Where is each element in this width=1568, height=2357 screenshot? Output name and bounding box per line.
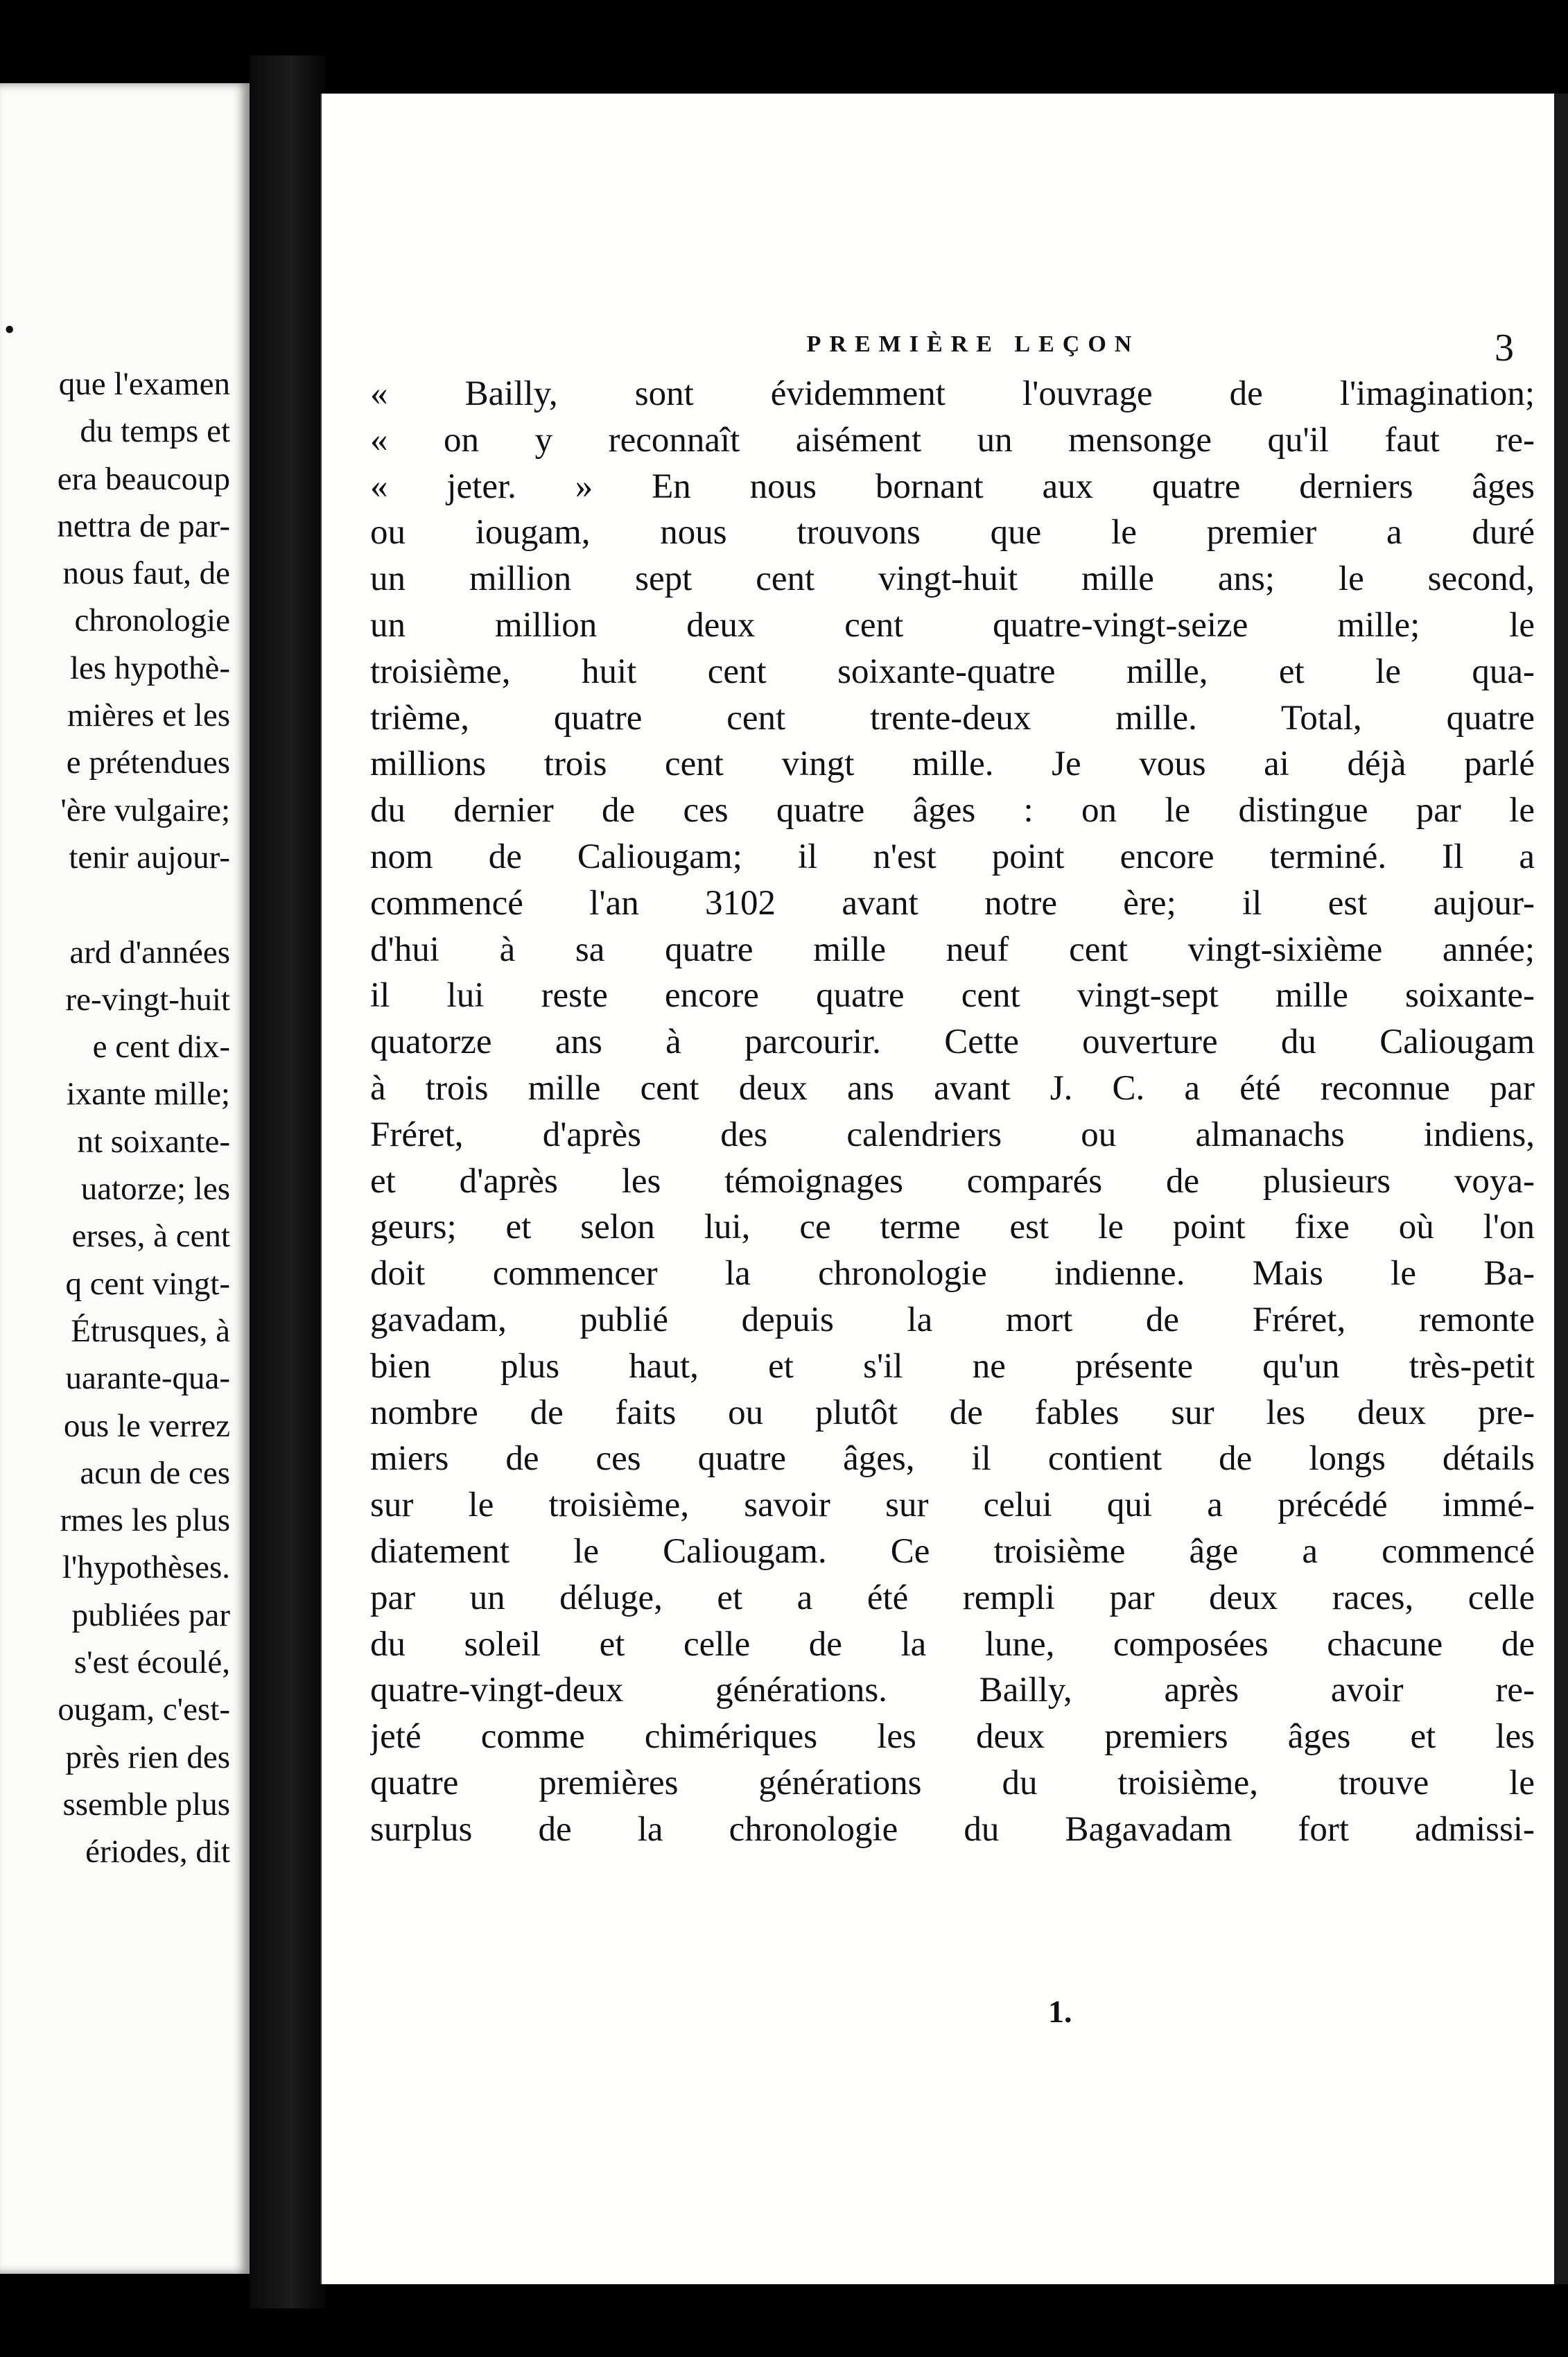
- text-line: par un déluge, et a été rempli par deux races, celle: [370, 1578, 1535, 1617]
- text-line: quatre-vingt-deux générations. Bailly, après avoir re-: [370, 1671, 1535, 1710]
- book-gutter: [250, 55, 326, 2308]
- left-line: Étrusques, à: [71, 1312, 230, 1349]
- text-line: quatorze ans à parcourir. Cette ouverture du Caliougam: [370, 1023, 1535, 1062]
- left-line: 'ère vulgaire;: [60, 792, 230, 828]
- left-line: publiées par: [71, 1597, 230, 1633]
- text-line: commencé l'an 3102 avant notre ère; il est aujour-: [370, 883, 1535, 923]
- left-line: que l'examen: [58, 366, 230, 402]
- left-line: du temps et: [80, 413, 230, 450]
- text-line: du dernier de ces quatre âges : on le distingue par le: [370, 791, 1535, 830]
- text-line: nom de Caliougam; il n'est point encore terminé. Il a: [370, 837, 1535, 876]
- text-line: « on y reconnaît aisément un mensonge qu'il faut re-: [370, 420, 1535, 460]
- text-line: troisième, huit cent soixante-quatre mille, et le qua-: [370, 652, 1535, 691]
- left-line: s'est écoulé,: [73, 1644, 230, 1681]
- left-line: nettra de par-: [57, 507, 230, 544]
- text-line: quatre premières générations du troisième, trouve le: [370, 1763, 1535, 1802]
- text-line: bien plus haut, et s'il ne présente qu'un très-petit: [370, 1346, 1535, 1386]
- text-line: d'hui à sa quatre mille neuf cent vingt-sixième année;: [370, 930, 1535, 969]
- text-line: à trois mille cent deux ans avant J. C. a été reconnue par: [370, 1068, 1535, 1108]
- left-line: ous le verrez: [63, 1407, 230, 1444]
- left-line: erses, à cent: [71, 1218, 230, 1255]
- text-line: du soleil et celle de la lune, composées chacune de: [370, 1624, 1535, 1664]
- left-line: les hypothè-: [69, 650, 230, 686]
- right-page: [320, 94, 1568, 2284]
- page-number: 3: [1495, 327, 1514, 369]
- margin-dot: •: [4, 313, 15, 347]
- left-line: ougam, c'est-: [58, 1691, 230, 1728]
- text-line: Fréret, d'après des calendriers ou almanachs indiens,: [370, 1115, 1535, 1154]
- left-line: acun de ces: [80, 1454, 230, 1491]
- left-line: rmes les plus: [60, 1502, 230, 1539]
- left-line: nous faut, de: [62, 555, 230, 592]
- text-line: un million deux cent quatre-vingt-seize mille; le: [370, 605, 1535, 645]
- left-line: ixante mille;: [66, 1076, 230, 1113]
- text-line: miers de ces quatre âges, il contient de longs détails: [370, 1439, 1535, 1479]
- text-line: nombre de faits ou plutôt de fables sur les deux pre-: [370, 1393, 1535, 1432]
- left-line: uarante-qua-: [65, 1360, 230, 1397]
- left-line: l'hypothèses.: [62, 1549, 230, 1586]
- text-line: « Bailly, sont évidemment l'ouvrage de l'imagination;: [370, 374, 1535, 413]
- left-page-text: [0, 360, 230, 1876]
- left-line: era beaucoup: [57, 460, 230, 497]
- text-line: geurs; et selon lui, ce terme est le point fixe où l'on: [370, 1208, 1535, 1247]
- left-line: près rien des: [65, 1739, 230, 1775]
- left-line: re-vingt-huit: [65, 981, 230, 1018]
- text-line: « jeter. » En nous bornant aux quatre derniers âges: [370, 467, 1535, 506]
- left-line: ard d'années: [69, 934, 230, 971]
- text-line: trième, quatre cent trente-deux mille. Total, quatre: [370, 698, 1535, 738]
- left-line: [0, 881, 230, 928]
- text-line: doit commencer la chronologie indienne. Mais le Ba-: [370, 1254, 1535, 1294]
- left-page: [0, 83, 250, 2274]
- left-line: uatorze; les: [80, 1171, 230, 1208]
- text-line: diatement le Caliougam. Ce troisième âge a commencé: [370, 1531, 1535, 1571]
- text-line: il lui reste encore quatre cent vingt-sept mille soixante-: [370, 976, 1535, 1016]
- left-line: e cent dix-: [92, 1029, 230, 1066]
- left-line: e prétendues: [66, 745, 230, 781]
- left-line: q cent vingt-: [65, 1265, 230, 1302]
- left-line: ssemble plus: [62, 1786, 230, 1823]
- text-line: et d'après les témoignages comparés de plusieurs voya-: [370, 1161, 1535, 1201]
- text-line: gavadam, publié depuis la mort de Fréret, remonte: [370, 1300, 1535, 1339]
- text-line: surplus de la chronologie du Bagavadam fort admissi-: [370, 1809, 1535, 1849]
- left-line: tenir aujour-: [69, 839, 230, 876]
- text-line: sur le troisième, savoir sur celui qui a précédé immé-: [370, 1486, 1535, 1525]
- text-line: millions trois cent vingt mille. Je vous ai déjà parlé: [370, 745, 1535, 784]
- left-line: chronologie: [74, 602, 230, 639]
- signature-mark: 1.: [1048, 1994, 1072, 2029]
- text-line: ou iougam, nous trouvons que le premier a duré: [370, 513, 1535, 553]
- left-line: ériodes, dit: [85, 1834, 230, 1870]
- text-line: un million sept cent vingt-huit mille ans; le second,: [370, 559, 1535, 599]
- left-line: nt soixante-: [77, 1123, 230, 1160]
- text-line: jeté comme chimériques les deux premiers âges et les: [370, 1717, 1535, 1757]
- running-head-title: PREMIÈRE LEÇON: [806, 331, 1140, 357]
- left-line: mières et les: [67, 697, 230, 734]
- body-text: [370, 371, 1535, 1853]
